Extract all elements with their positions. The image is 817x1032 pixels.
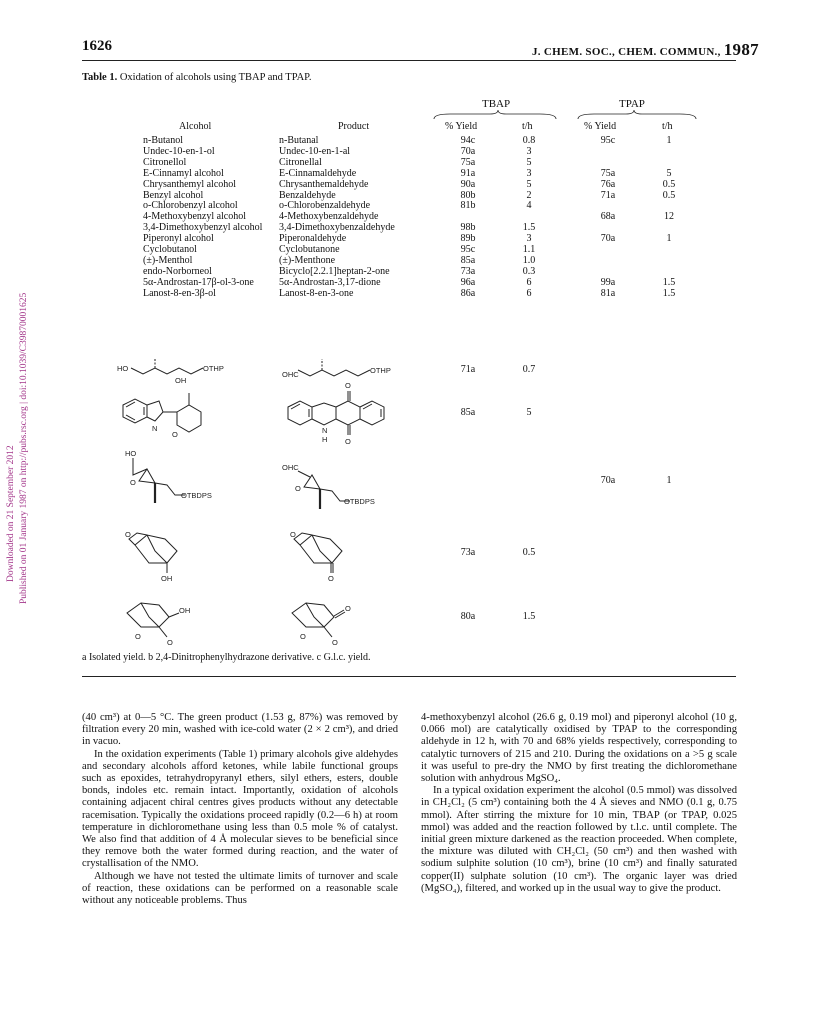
journal-title: J. CHEM. SOC., CHEM. COMMUN., — [532, 46, 721, 58]
tbap-time-cell: 0.3 — [522, 265, 536, 277]
alcohol-cell: 4-Methoxybenzyl alcohol — [143, 211, 247, 223]
structure-indolyl-alcohol — [123, 376, 201, 439]
structure-lactone-ketone — [292, 603, 351, 645]
alcohol-cell: Chrysanthemyl alcohol — [143, 178, 237, 190]
tbap-time-cell: 5 — [526, 156, 532, 168]
tpap-yield-cell: 75a — [600, 167, 616, 179]
body-left-column — [82, 712, 398, 907]
column-header-tpap-time: t/h — [662, 121, 673, 132]
tbap-yield-cell: 98b — [460, 222, 476, 234]
tbap-time-cell: 3 — [526, 233, 532, 245]
tbap-yield-cell: 80b — [460, 189, 476, 201]
label-othp: OTHP — [203, 364, 224, 373]
label-ho-2: HO — [125, 449, 137, 458]
label-o-ketone-2: O — [345, 604, 351, 613]
journal-year: 1987 — [723, 40, 759, 59]
body-right-column — [421, 712, 737, 895]
structure-row-1-tbap-time: 0.7 — [522, 364, 536, 375]
tbap-time-cell: 6 — [526, 287, 532, 299]
paragraph: Although we have not tested the ultimate limits of turnover and scale of reaction, these oxidations can be performed on a reasonable scale without any noticeable problems. Thus — [82, 870, 398, 907]
structure-indolo-quinone — [288, 381, 384, 446]
structure-bicyclic-alcohol — [125, 530, 177, 583]
product-cell: Cyclobutanone — [279, 244, 340, 256]
label-o-lactone-2: O — [167, 638, 173, 645]
header-rule — [82, 60, 736, 61]
label-o-lactone: O — [135, 632, 141, 641]
tpap-time-cell: 1.5 — [662, 287, 676, 299]
page-number: 1626 — [82, 38, 112, 54]
tpap-yield-cell: 68a — [600, 211, 616, 223]
tpap-time-cell: 1 — [666, 135, 672, 146]
label-n-2: N — [322, 426, 328, 435]
label-o-ring-2: O — [290, 530, 296, 539]
tpap-time-cell: 0.5 — [662, 189, 676, 201]
alcohol-cell: o-Chlorobenzyl alcohol — [143, 200, 238, 212]
structure-drawings — [115, 355, 445, 645]
column-header-product: Product — [338, 121, 370, 132]
product-cell: 3,4-Dimethoxybenzaldehyde — [279, 222, 395, 234]
tpap-yield-cell: 99a — [600, 276, 616, 288]
tbap-time-cell: 1.1 — [522, 244, 536, 256]
product-cell: n-Butanal — [279, 135, 319, 146]
label-n: N — [152, 424, 158, 433]
tbap-time-cell: 4 — [526, 200, 532, 212]
column-header-alcohol: Alcohol — [179, 121, 212, 132]
tbap-time-cell: 3 — [526, 167, 532, 179]
label-oh-2: OH — [161, 574, 173, 583]
tbap-yield-cell: 86a — [460, 287, 476, 299]
label-o-top: O — [345, 381, 351, 390]
tbap-yield-cell: 89b — [460, 233, 476, 245]
label-othp-2: OTHP — [370, 366, 391, 375]
alcohol-cell: Undec-10-en-1-ol — [143, 145, 215, 157]
tbap-yield-cell: 85a — [460, 254, 476, 266]
label-o-epox: O — [130, 478, 136, 487]
alcohol-cell: Benzyl alcohol — [143, 189, 204, 201]
tbap-time-cell: 2 — [526, 189, 532, 201]
tpap-time-cell: 12 — [664, 211, 674, 223]
tbap-yield-cell: 95c — [460, 244, 476, 256]
paragraph: (40 cm³) at 0—5 °C. The green product (1.53 g, 87%) was removed by filtration every 20 min, washed with ice-cold water (2 × 2 cm³), and dried in vacuo. — [82, 712, 398, 748]
tpap-yield-column — [580, 136, 636, 300]
tbap-yield-cell: 94c — [460, 135, 476, 146]
alcohol-cell: Citronellol — [143, 156, 187, 168]
label-oh-3: OH — [179, 606, 191, 615]
column-header-tbap-yield: % Yield — [445, 121, 478, 132]
tbap-yield-cell: 96a — [460, 276, 476, 288]
alcohol-cell: n-Butanol — [143, 135, 183, 146]
paragraph: In a typical oxidation experiment the alcohol (0.5 mmol) was dissolved in CH₂Cl₂ (5 cm³) containing both the 4 Å sieves and NMO (0.1 g, 0.75 mmol). After stirring the mixture for 10 min, TBAP (or TPAP, 0.025 mmol) was added and the reaction followed by t.l.c. until complete. The initial green mixture darkened as the reaction proceeded. When complete, the mixture was diluted with CH₂Cl₂ (50 cm³) and then washed with sodium sulphite solution (10 cm³), brine (10 cm³) and finally saturated copper(II) sulphate solution (10 cm³). The organic layer was dried (MgSO₄), filtered, and worked up in the usual way to give the product. — [421, 785, 737, 894]
tbap-time-cell: 0.8 — [522, 135, 536, 146]
structure-aldehyde-othp — [282, 359, 391, 379]
tbap-time-column — [512, 136, 546, 300]
tbap-time-cell: 3 — [526, 145, 532, 157]
label-o-bottom: O — [345, 437, 351, 446]
product-cell: 4-Methoxybenzaldehyde — [279, 211, 379, 223]
tbap-time-cell: 1.0 — [522, 254, 536, 266]
tpap-time-cell: 1 — [666, 233, 672, 245]
structure-hydroxy-othp — [117, 359, 224, 374]
product-cell: Benzaldehyde — [279, 189, 336, 201]
tbap-yield-column — [440, 136, 496, 300]
table-footnote: a Isolated yield. b 2,4-Dinitrophenylhydrazone derivative. c G.l.c. yield. — [82, 652, 371, 663]
tpap-time-cell: 0.5 — [662, 178, 676, 190]
product-cell: Piperonaldehyde — [279, 233, 347, 245]
tbap-yield-cell: 91a — [460, 167, 476, 179]
tbap-yield-cell: 81b — [460, 200, 476, 212]
structure-row-3-tpap-yield: 70a — [600, 475, 616, 486]
structure-row-3-tpap-time: 1 — [666, 475, 672, 486]
label-otbdps: OTBDPS — [181, 491, 212, 500]
structure-row-5-tbap-yield: 80a — [460, 611, 476, 622]
tpap-yield-cell: 71a — [600, 189, 616, 201]
alcohol-cell: 5α-Androstan-17β-ol-3-one — [143, 276, 254, 288]
label-otbdps-2: OTBDPS — [344, 497, 375, 506]
structure-epoxy-alcohol — [125, 449, 212, 503]
tbap-time-cell: 1.5 — [522, 222, 536, 234]
product-cell: E-Cinnamaldehyde — [279, 167, 357, 179]
product-cell: Bicyclo[2.2.1]heptan-2-one — [279, 265, 390, 277]
structure-row-4-tbap-time: 0.5 — [522, 547, 536, 558]
label-o-epox-2: O — [295, 484, 301, 493]
label-o-ketone: O — [328, 574, 334, 583]
table-bottom-rule — [82, 676, 736, 677]
group-header-tpap: TPAP — [619, 98, 645, 110]
tbap-yield-cell: 70a — [460, 145, 476, 157]
journal-header — [532, 40, 759, 60]
tpap-yield-cell: 76a — [600, 178, 616, 190]
label-o-lactone-3: O — [300, 632, 306, 641]
label-o: O — [172, 430, 178, 439]
group-header-tbap: TBAP — [482, 98, 511, 110]
alcohol-cell: Piperonyl alcohol — [143, 233, 214, 245]
caption-label: Table 1. — [82, 72, 118, 83]
structure-epoxy-aldehyde — [282, 463, 375, 509]
alcohol-cell: (±)-Menthol — [143, 254, 193, 266]
tpap-yield-cell: 70a — [600, 233, 616, 245]
tbap-time-cell: 5 — [526, 178, 532, 190]
structure-row-4-tbap-yield: 73a — [460, 547, 476, 558]
tpap-yield-cell: 95c — [600, 135, 616, 146]
structure-row-2-tbap-time: 5 — [526, 407, 532, 418]
label-oh: OH — [175, 376, 187, 385]
alcohol-cell: Cyclobutanol — [143, 244, 197, 256]
alcohol-cell: endo-Norborneol — [143, 265, 212, 277]
label-h: H — [322, 435, 328, 444]
label-ho: HO — [117, 364, 129, 373]
alcohol-cell: E-Cinnamyl alcohol — [143, 167, 224, 179]
product-cell: Citronellal — [279, 156, 322, 168]
structure-lactone-alcohol — [127, 603, 190, 645]
product-column — [279, 136, 429, 300]
column-header-tpap-yield: % Yield — [584, 121, 617, 132]
product-cell: Chrysanthemaldehyde — [279, 178, 369, 190]
download-note: Downloaded on 21 September 2012 — [6, 445, 16, 582]
published-note[interactable]: Published on 01 January 1987 on http://pubs.rsc.org | doi:10.1039/C39870001625 — [19, 292, 29, 604]
structure-row-5-tbap-time: 1.5 — [522, 611, 536, 622]
product-cell: Undec-10-en-1-al — [279, 145, 351, 157]
tbap-yield-cell: 90a — [460, 178, 476, 190]
tbap-yield-cell: 75a — [460, 156, 476, 168]
alcohol-cell: Lanost-8-en-3β-ol — [143, 287, 216, 299]
product-cell: (±)-Menthone — [279, 254, 336, 266]
label-ohc-2: OHC — [282, 463, 299, 472]
structure-row-2-tbap-yield: 85a — [460, 407, 476, 418]
structure-bicyclic-ketone — [290, 530, 342, 583]
label-o-lactone-4: O — [332, 638, 338, 645]
structure-row-1-tbap-yield: 71a — [460, 364, 476, 375]
product-cell: 5α-Androstan-3,17-dione — [279, 276, 381, 288]
product-cell: o-Chlorobenzaldehyde — [279, 200, 371, 212]
tpap-time-cell: 1.5 — [662, 276, 676, 288]
product-cell: Lanost-8-en-3-one — [279, 287, 354, 299]
tpap-time-column — [653, 136, 685, 300]
table-caption — [82, 72, 311, 83]
alcohol-column — [143, 136, 278, 300]
tpap-time-cell: 5 — [666, 167, 672, 179]
tbap-yield-cell: 73a — [460, 265, 476, 277]
caption-text: Oxidation of alcohols using TBAP and TPAP. — [117, 72, 312, 83]
alcohol-cell: 3,4-Dimethoxybenzyl alcohol — [143, 222, 263, 234]
paragraph: 4-methoxybenzyl alcohol (26.6 g, 0.19 mol) and piperonyl alcohol (10 g, 0.066 mol) are catalytically oxidised by TPAP to the corresponding aldehyde in 12 h, with 70 and 68% yields respectively, corresponding to catalytic turnovers of 215 and 210. During the oxidations on a >5 g scale it was useful to pre-dry the NMO by first treating the dichloromethane solution with anhydrous MgSO₄. — [421, 712, 737, 785]
tbap-time-cell: 6 — [526, 276, 532, 288]
tpap-yield-cell: 81a — [600, 287, 616, 299]
label-ohc: OHC — [282, 370, 299, 379]
label-o-ring: O — [125, 530, 131, 539]
column-header-tbap-time: t/h — [522, 121, 533, 132]
paragraph: In the oxidation experiments (Table 1) primary alcohols give aldehydes and secondary alcohols afford ketones, while labile functional groups such as epoxides, tetrahydropyranyl ethers, silyl ethers, esters, double bonds, indoles etc. remain intact. Importantly, oxidation of alcohols containing adjacent chiral centres gives products without any detectable racemisation. Typically the oxidations proceed rapidly (0.2—6 h) at room temperature in dichloromethane using less than 0.5 mole % of catalyst. We also find that addition of 4 Å molecular sieves to be beneficial since they remove both the water formed during reaction, and the water of crystallisation of the NMO. — [82, 748, 398, 870]
